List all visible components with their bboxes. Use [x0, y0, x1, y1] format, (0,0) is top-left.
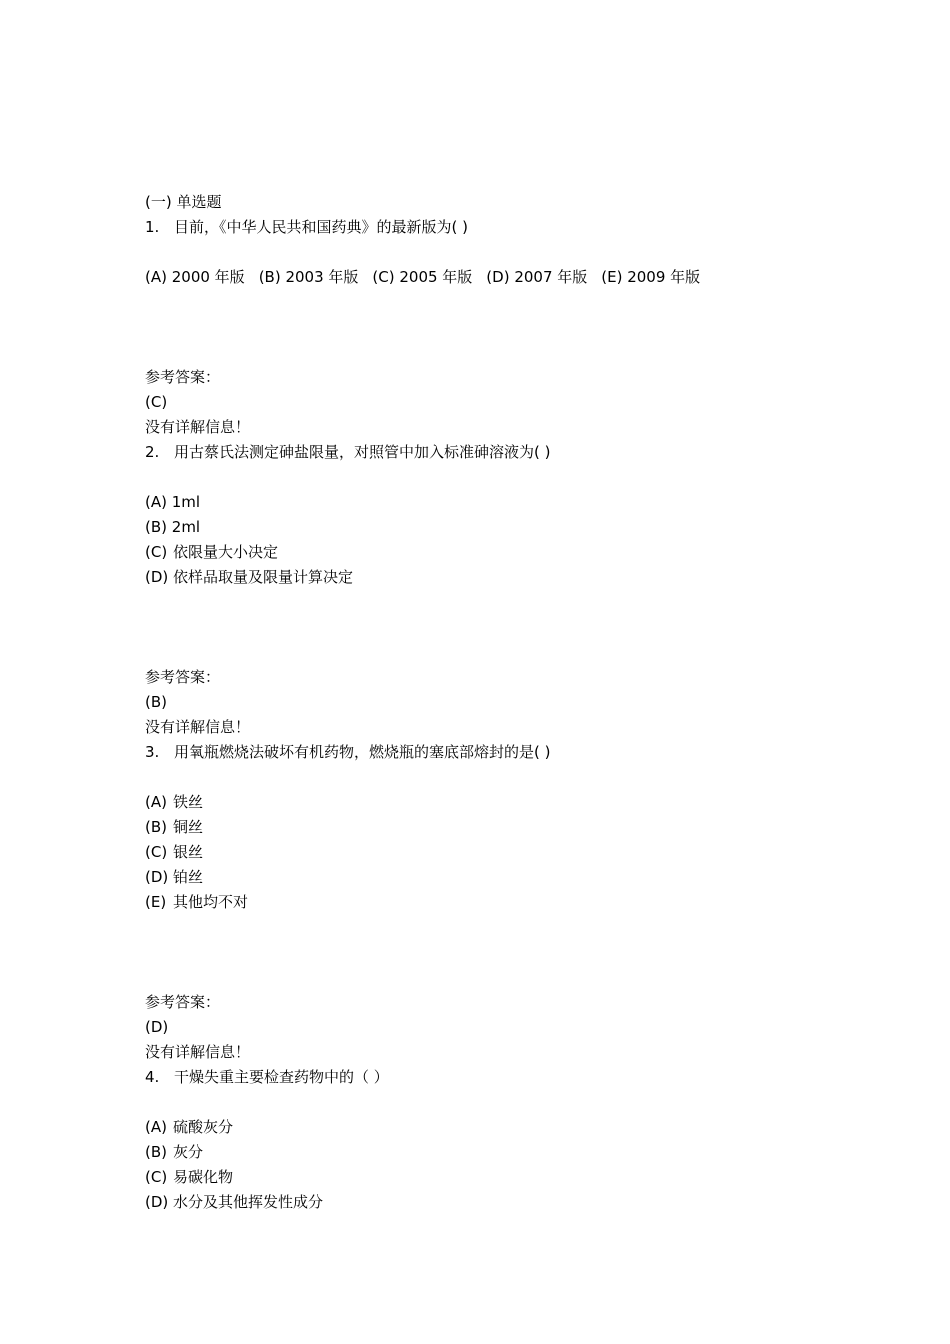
option-d: (D) 2007 年版 [486, 268, 588, 286]
question-4 [145, 1065, 905, 1090]
question-text: 用古蔡氏法测定砷盐限量，对照管中加入标准砷溶液为( ) [174, 443, 551, 461]
answer-value: (D) [145, 1018, 169, 1036]
option-b: (B) 铜丝 [145, 818, 204, 836]
answer-value: (C) [145, 393, 168, 411]
question-text: 干燥失重主要检查药物中的（ ） [174, 1068, 389, 1086]
question-text: 用氧瓶燃烧法破坏有机药物，燃烧瓶的塞底部熔封的是( ) [174, 743, 551, 761]
option-d: (D) 依样品取量及限量计算决定 [145, 568, 354, 586]
answer-label: 参考答案： [145, 368, 221, 386]
question-number: 4. [145, 1068, 160, 1086]
option-b: (B) 2003 年版 [258, 268, 359, 286]
option-c: (C) 依限量大小决定 [145, 543, 279, 561]
option-e: (E) 其他均不对 [145, 893, 249, 911]
answer-label: 参考答案： [145, 668, 221, 686]
question-3 [145, 740, 905, 765]
question-number: 2. [145, 443, 160, 461]
option-b: (B) 灰分 [145, 1143, 204, 1161]
option-c: (C) 银丝 [145, 843, 204, 861]
no-detail-note: 没有详解信息！ [145, 418, 251, 436]
answer-label: 参考答案： [145, 993, 221, 1011]
section-title: (一) 单选题 [145, 193, 222, 211]
option-d: (D) 水分及其他挥发性成分 [145, 1193, 324, 1211]
option-e: (E) 2009 年版 [601, 268, 701, 286]
option-c: (C) 2005 年版 [372, 268, 473, 286]
option-a: (A) 1ml [145, 493, 201, 511]
option-d: (D) 铂丝 [145, 868, 204, 886]
no-detail-note: 没有详解信息！ [145, 1043, 251, 1061]
question-text: 目前，《中华人民共和国药典》的最新版为( ) [174, 218, 468, 236]
question-number: 3. [145, 743, 160, 761]
question-2 [145, 440, 905, 465]
option-a: (A) 2000 年版 [145, 268, 245, 286]
option-a: (A) 铁丝 [145, 793, 204, 811]
option-a: (A) 硫酸灰分 [145, 1118, 234, 1136]
document-content [145, 190, 905, 1215]
option-c: (C) 易碳化物 [145, 1168, 234, 1186]
no-detail-note: 没有详解信息！ [145, 718, 251, 736]
answer-value: (B) [145, 693, 167, 711]
question-1-options [145, 265, 905, 290]
option-b: (B) 2ml [145, 518, 201, 536]
question-number: 1. [145, 218, 160, 236]
question-1 [145, 215, 905, 240]
